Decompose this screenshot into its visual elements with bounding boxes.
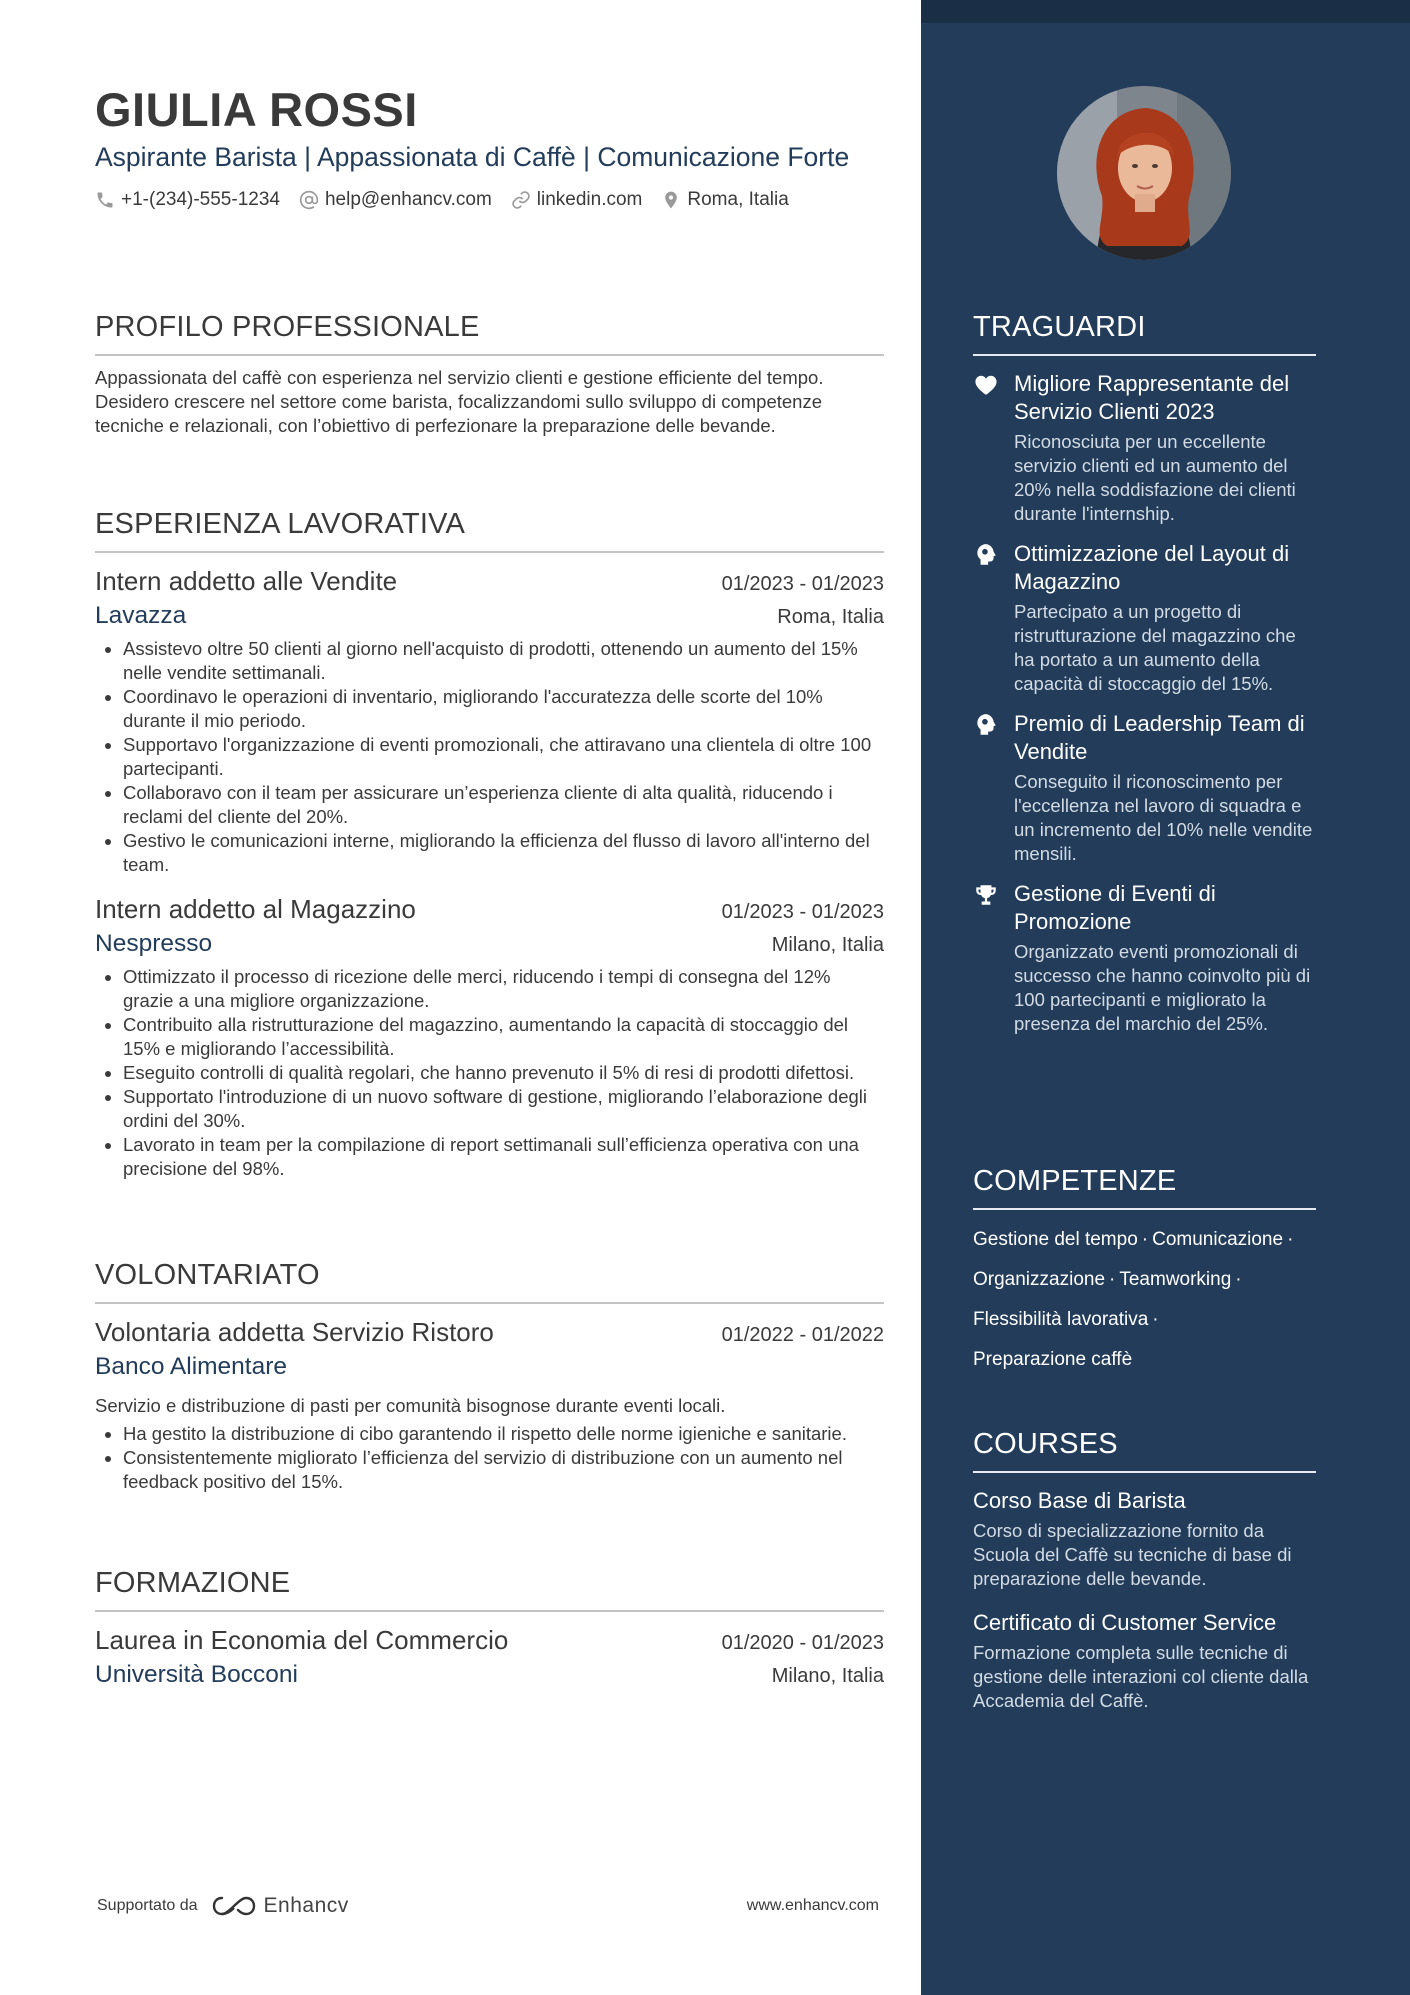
company-name: Nespresso: [95, 930, 213, 957]
section-heading: VOLONTARIATO: [95, 1259, 884, 1304]
section-heading: FORMAZIONE: [95, 1567, 884, 1612]
achievement-title: Gestione di Eventi di Promozione: [1014, 881, 1216, 934]
skills-section: [973, 1165, 1316, 1380]
phone-text: +1-(234)-555-1234: [121, 189, 280, 210]
job-location: Milano, Italia: [771, 934, 884, 956]
bullet-item: • Gestivo le comunicazioni interne, migliorando la efficienza del flusso di lavoro all'interno del team.: [123, 829, 884, 877]
bullet-item: • Ha gestito la distribuzione di cibo garantendo il rispetto delle norme igieniche e sanitarie.: [123, 1422, 884, 1446]
trophy-icon: [973, 882, 999, 908]
job-title: Intern addetto alle Vendite: [95, 566, 398, 596]
degree-title: Laurea in Economia del Commercio: [95, 1625, 509, 1655]
brand-text: Enhancv: [263, 1894, 349, 1917]
course-item: [973, 1609, 1316, 1713]
job-bullets: [95, 965, 884, 1181]
job-entry: [95, 891, 884, 1181]
contact-phone: [95, 189, 280, 211]
education-entry: [95, 1622, 884, 1692]
achievement-title: Migliore Rappresentante del Servizio Clienti 2023: [1014, 371, 1290, 424]
powered-by-text: Supportato da: [97, 1897, 198, 1914]
skill-item: Teamworking: [1119, 1269, 1232, 1290]
skill-item: Organizzazione: [973, 1269, 1106, 1290]
job-title: Intern addetto al Magazzino: [95, 894, 416, 924]
achievement-desc: Conseguito il riconoscimento per l'eccellenza nel lavoro di squadra e un incremento del 10% nelle vendite mensili.: [1014, 771, 1313, 864]
job-location: Roma, Italia: [777, 606, 884, 628]
job-entry: [95, 563, 884, 877]
achievement-desc: Organizzato eventi promozionali di successo che hanno coinvolto più di 100 partecipanti e migliorato la presenza del marchio del 25%.: [1014, 941, 1311, 1034]
section-heading: ESPERIENZA LAVORATIVA: [95, 508, 884, 553]
location-pin-icon: [661, 190, 681, 210]
bullet-item: • Collaboravo con il team per assicurare un’esperienza cliente di alta qualità, riducendo i reclami del cliente del 20%.: [123, 781, 884, 829]
school-name: Università Bocconi: [95, 1661, 298, 1688]
infinity-logo-icon: [210, 1894, 258, 1918]
bullet-item: • Supportato l'introduzione di un nuovo software di gestione, migliorando l’elaborazione degli ordini del 30%.: [123, 1085, 884, 1133]
link-icon: [511, 190, 531, 210]
achievement-item: [973, 710, 1316, 866]
footer: [97, 1894, 879, 1918]
location-text: Roma, Italia: [687, 189, 789, 210]
education-dates: 01/2020 - 01/2023: [721, 1632, 884, 1654]
section-heading: TRAGUARDI: [973, 311, 1316, 356]
job-dates: 01/2023 - 01/2023: [721, 573, 884, 595]
bullet-item: • Contribuito alla ristrutturazione del magazzino, aumentando la capacità di stoccaggio del 15% e migliorando l’accessibilità.: [123, 1013, 884, 1061]
experience-section: [95, 508, 884, 1181]
linkedin-text[interactable]: linkedin.com: [536, 189, 643, 210]
course-title: Corso Base di Barista: [973, 1488, 1186, 1513]
heart-icon: [973, 372, 999, 398]
contact-location: [661, 189, 788, 211]
job-dates: 01/2023 - 01/2023: [721, 901, 884, 923]
skill-item: Gestione del tempo: [973, 1229, 1138, 1250]
head-idea-icon: [973, 712, 999, 738]
section-heading: PROFILO PROFESSIONALE: [95, 311, 884, 356]
bullet-item: • Ottimizzato il processo di ricezione delle merci, riducendo i tempi di consegna del 12% grazie a una migliore organizzazione.: [123, 965, 884, 1013]
volunteer-org: Banco Alimentare: [95, 1353, 288, 1380]
skill-item: Preparazione caffè: [973, 1349, 1133, 1370]
school-location: Milano, Italia: [771, 1665, 884, 1687]
phone-icon: [95, 190, 115, 210]
contact-email[interactable]: [299, 189, 492, 211]
bullet-item: • Eseguito controlli di qualità regolari, che hanno prevenuto il 5% di resi di prodotti difettosi.: [123, 1061, 884, 1085]
volunteer-bullets: [95, 1422, 884, 1494]
job-bullets: [95, 637, 884, 877]
bullet-item: • Coordinavo le operazioni di inventario, migliorando l'accuratezza delle scorte del 10% durante il mio periodo.: [123, 685, 884, 733]
contact-bar: [95, 189, 885, 211]
skill-item: Flessibilità lavorativa: [973, 1309, 1149, 1330]
skills-list: Gestione del tempo · Comunicazione · Organizzazione · Teamworking · Flessibilità lavorativa · Preparazione caffè: [973, 1229, 1294, 1370]
section-heading: COMPETENZE: [973, 1165, 1316, 1210]
courses-section: [973, 1428, 1316, 1713]
volunteer-dates: 01/2022 - 01/2022: [721, 1324, 884, 1346]
profile-section: [95, 311, 884, 438]
achievement-desc: Partecipato a un progetto di ristrutturazione del magazzino che ha portato a un aumento della capacità di stoccaggio del 15%.: [1014, 601, 1296, 694]
bullet-item: • Consistentemente migliorato l’efficienza del servizio di distribuzione con un aumento nel feedback positivo del 15%.: [123, 1446, 884, 1494]
contact-linkedin[interactable]: [511, 189, 643, 211]
achievement-item: [973, 540, 1316, 696]
achievement-item: [973, 880, 1316, 1036]
skill-item: Comunicazione: [1152, 1229, 1284, 1250]
education-section: [95, 1567, 884, 1692]
candidate-tagline: Aspirante Barista | Appassionata di Caffè | Comunicazione Forte: [95, 142, 850, 172]
email-text[interactable]: help@enhancv.com: [324, 189, 492, 210]
course-item: [973, 1487, 1316, 1591]
bullet-item: • Supportavo l'organizzazione di eventi promozionali, che attiravano una clientela di oltre 100 partecipanti.: [123, 733, 884, 781]
course-desc: Formazione completa sulle tecniche di gestione delle interazioni col cliente dalla Accademia del Caffè.: [973, 1642, 1309, 1711]
volunteer-entry: [95, 1314, 884, 1494]
candidate-name: GIULIA ROSSI: [95, 83, 418, 136]
achievement-title: Ottimizzazione del Layout di Magazzino: [1014, 541, 1290, 594]
website-link[interactable]: www.enhancv.com: [746, 1897, 879, 1914]
volunteer-title: Volontaria addetta Servizio Ristoro: [95, 1317, 494, 1347]
profile-photo: [1057, 86, 1231, 260]
course-desc: Corso di specializzazione fornito da Scuola del Caffè su tecniche di base di preparazione delle bevande.: [973, 1520, 1292, 1589]
bullet-item: • Assistevo oltre 50 clienti al giorno nell'acquisto di prodotti, ottenendo un aumento del 15% nelle vendite settimanali.: [123, 637, 884, 685]
achievements-section: [973, 311, 1316, 1036]
company-name: Lavazza: [95, 602, 187, 629]
bullet-item: • Lavorato in team per la compilazione di report settimanali sull’efficienza operativa con una precisione del 98%.: [123, 1133, 884, 1181]
sidebar: [921, 0, 1410, 1995]
powered-by: [97, 1894, 349, 1918]
head-idea-icon: [973, 542, 999, 568]
course-title: Certificato di Customer Service: [973, 1610, 1277, 1635]
sidebar-top-strip: [921, 0, 1410, 23]
section-heading: COURSES: [973, 1428, 1316, 1473]
at-sign-icon: [299, 190, 319, 210]
achievement-title: Premio di Leadership Team di Vendite: [1014, 711, 1305, 764]
volunteer-description: Servizio e distribuzione di pasti per comunità bisognose durante eventi locali.: [95, 1395, 726, 1416]
enhancv-logo[interactable]: [210, 1894, 349, 1918]
resume-header: [95, 82, 885, 211]
achievement-desc: Riconosciuta per un eccellente servizio clienti ed un aumento del 20% nella soddisfazione dei clienti durante l'internship.: [1014, 431, 1296, 524]
achievement-item: [973, 370, 1316, 526]
profile-summary: Appassionata del caffè con esperienza nel servizio clienti e gestione efficiente del tempo. Desidero crescere nel settore come barista, focalizzandomi sullo sviluppo di competenze tecniche e relazionali, con l’obiettivo di perfezionare la preparazione delle bevande.: [95, 367, 824, 436]
volunteer-section: [95, 1259, 884, 1494]
